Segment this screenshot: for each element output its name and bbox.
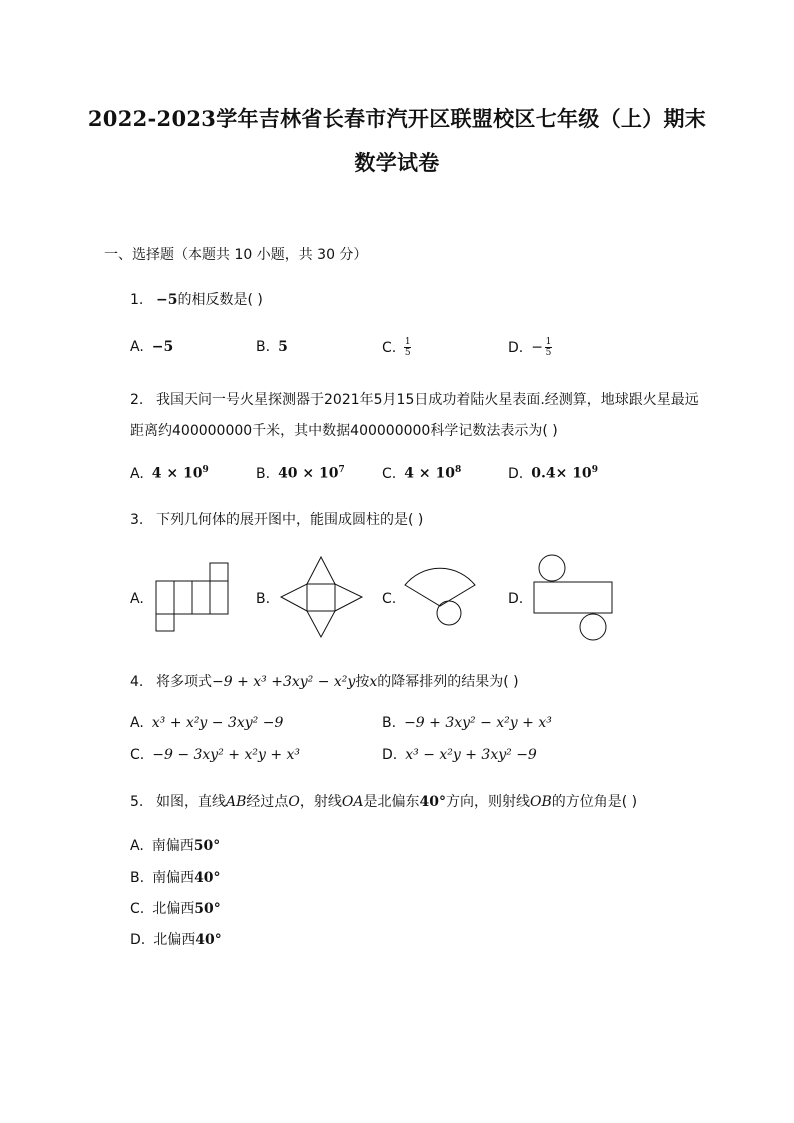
section-heading: 一、选择题（本题共 10 小题，共 30 分） [104,247,368,263]
option-c[interactable] [130,747,300,763]
option-d[interactable] [508,591,523,607]
question-text: 的相反数是( ) [177,292,263,308]
option-c[interactable] [382,337,411,358]
question-number: 5. [130,794,144,810]
option-b[interactable] [256,591,270,607]
option-a[interactable] [130,339,173,355]
option-b[interactable] [130,867,221,887]
page-title: 2022-2023学年吉林省长春市汽开区联盟校区七年级（上）期末 [87,106,707,131]
question-text: 我国天问一号火星探测器于2021年5月15日成功着陆火星表面.经测算，地球跟火星最远 [156,392,699,408]
question-text: 将多项式 [156,674,212,690]
option-value: x³ − x²y + 3xy² −9 [405,747,537,763]
option-a[interactable] [130,715,283,731]
option-b[interactable] [382,715,552,731]
option-label: C. [382,591,397,607]
option-value: x³ + x²y − 3xy² −9 [151,715,284,731]
option-value: 50° [193,838,221,854]
question-4 [130,671,519,691]
figure-cone-net [404,565,480,629]
option-c[interactable] [382,591,396,607]
question-2-line-2: 距离约400000000千米，其中数据400000000科学记数法表示为( ) [130,423,558,439]
minus-sign: − [531,339,543,356]
option-b[interactable] [256,339,288,355]
fraction [545,337,552,358]
question-2 [130,389,699,409]
exponent: 7 [338,465,345,475]
figure-pyramid-net [280,556,364,638]
option-label: D. [508,465,524,482]
math-variable: O [288,794,300,810]
math-variable: OB [529,794,552,810]
numerator: 1 [545,337,552,347]
option-text: 南偏西 [151,838,194,854]
option-c[interactable] [130,898,221,918]
option-label: B. [256,339,271,355]
option-a[interactable] [130,465,209,482]
denominator: 5 [545,348,552,358]
question-number: 3. [130,512,144,528]
option-a[interactable] [130,591,144,607]
option-value: −9 − 3xy² + x²y + x³ [152,747,301,763]
option-c[interactable] [382,465,461,482]
option-a[interactable] [130,835,220,855]
math-expression: −5 [156,292,178,308]
option-value: 0.4× 10 [531,465,592,482]
question-text: 的方位角是( ) [551,794,638,810]
option-value: 40° [194,870,221,886]
option-d[interactable] [382,747,537,763]
math-value: 40° [419,794,446,810]
option-label: C. [382,339,397,356]
option-label: A. [130,465,144,482]
math-variable: x [369,674,378,690]
option-label: A. [130,339,144,355]
option-label: B. [130,870,145,886]
question-number: 4. [130,674,144,690]
option-value: 5 [278,339,288,355]
question-text: ，射线 [299,794,342,810]
option-b[interactable] [256,465,345,482]
question-text: 方向，则射线 [445,794,530,810]
option-label: D. [130,932,146,948]
option-label: C. [130,901,145,917]
math-variable: OA [341,794,364,810]
option-label: A. [130,838,144,854]
option-label: D. [382,747,398,763]
option-label: A. [130,715,144,731]
option-value: 40 × 10 [278,465,339,482]
option-label: A. [130,591,144,607]
option-label: D. [508,591,524,607]
option-d[interactable] [508,337,552,358]
option-value: 40° [195,932,222,948]
figure-cube-net [155,562,231,634]
question-text: 经过点 [246,794,289,810]
exponent: 9 [202,465,209,475]
option-value: −5 [151,339,174,355]
page-subtitle: 数学试卷 [354,150,440,175]
option-d[interactable] [130,929,222,949]
option-label: C. [382,465,397,482]
question-number: 2. [130,392,144,408]
question-3 [130,509,423,529]
numerator: 1 [404,337,411,347]
denominator: 5 [404,348,411,358]
option-label: B. [256,465,271,482]
math-expression: −9 + x³ +3xy² − x²y [212,674,356,690]
option-value: 4 × 10 [404,465,455,482]
option-value: −9 + 3xy² − x²y + x³ [404,715,552,731]
math-variable: AB [226,794,247,810]
option-value: 50° [194,901,221,917]
question-text: 是北偏东 [363,794,420,810]
question-1 [130,289,263,309]
option-text: 北偏西 [153,932,196,948]
question-text: 如图，直线 [156,794,226,810]
option-d[interactable] [508,465,598,482]
exponent: 8 [454,465,462,475]
exponent: 9 [591,465,598,475]
question-text: 下列几何体的展开图中，能围成圆柱的是( ) [156,512,424,528]
question-number: 1. [130,292,144,308]
option-label: B. [256,591,271,607]
option-text: 北偏西 [152,901,195,917]
option-value: 4 × 10 [151,465,203,482]
option-label: D. [508,339,524,356]
option-text: 南偏西 [152,870,195,886]
question-text: 按 [355,674,370,690]
figure-cylinder-net [532,551,616,643]
question-5 [130,791,637,811]
option-label: C. [130,747,145,763]
question-text: 的降幂排列的结果为( ) [377,674,519,690]
fraction [404,337,411,358]
option-label: B. [382,715,397,731]
